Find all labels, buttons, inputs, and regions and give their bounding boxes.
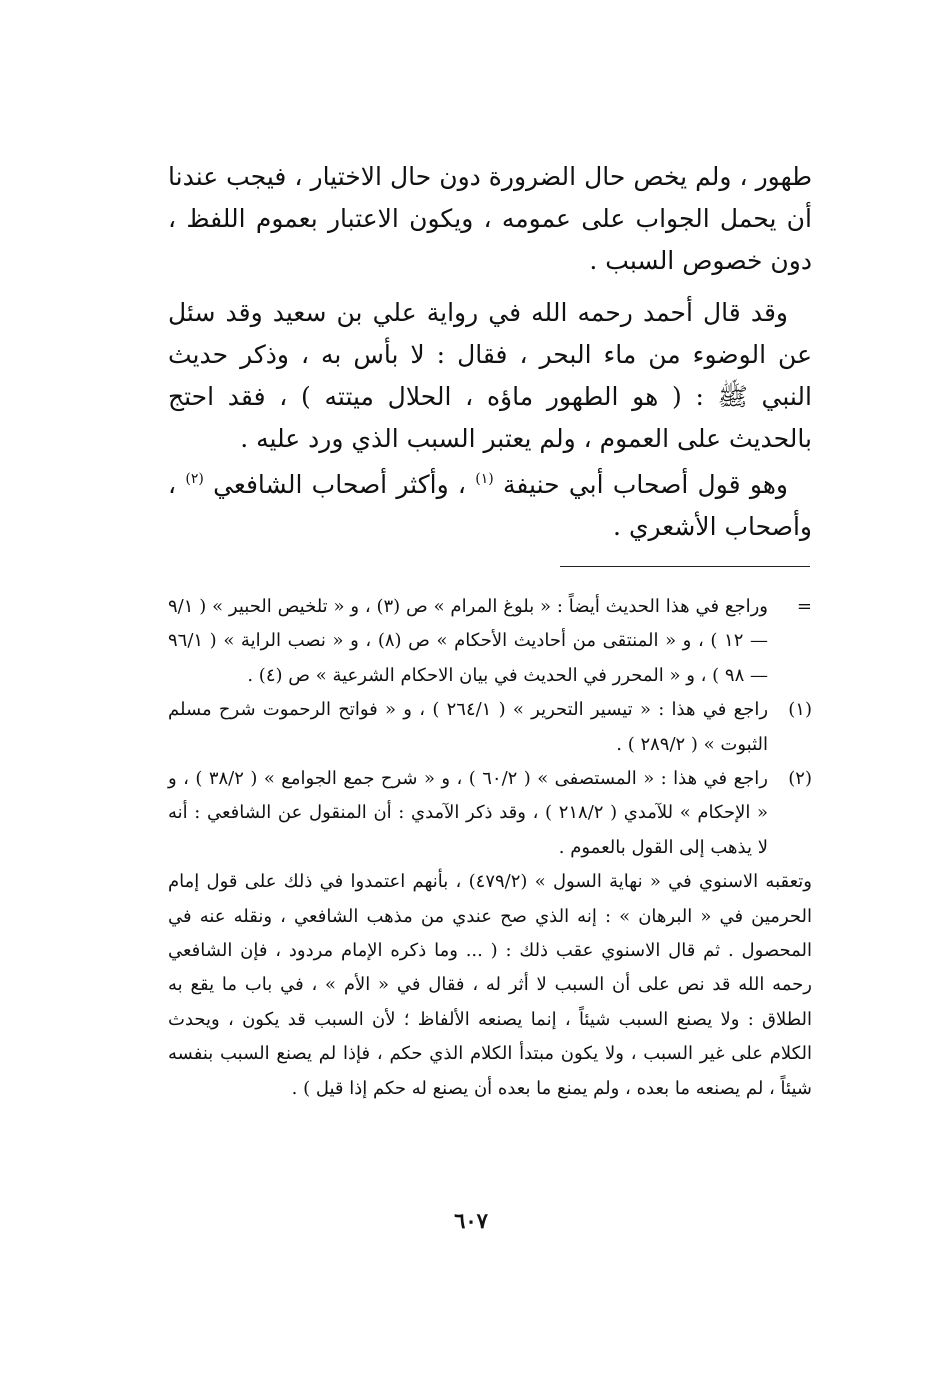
footnote-text: وراجع في هذا الحديث أيضاً : « بلوغ المرام » ص (٣) ، و « تلخيص الحبير » ( ٩/١ — ١٢ ) ، و « المنتقى من أحاديث الأحكام » ص (٨) ، و « نصب الراية » ( ٩٦/١ — ٩٨ ) ، و « المحرر في الحديث في بيان الاحكام الشرعية » ص (٤) . (168, 596, 768, 686)
main-paragraph-2-text: وقد قال أحمد رحمه الله في رواية علي بن سعيد وقد سئل عن الوضوء من ماء البحر ، فقال : لا بأس به ، وذكر حديث النبي ﷺ : ( هو الطهور ماؤه ، الحلال ميتته ) ، فقد احتج بالحديث على العموم ، ولم يعتبر السبب الذي ورد عليه . (168, 298, 812, 453)
main-paragraph-3-text-b: ، وأكثر أصحاب الشافعي (213, 470, 466, 499)
main-paragraph-2 (168, 292, 812, 460)
footnote-marker: = (796, 596, 812, 617)
main-paragraph-3-text-a: وهو قول أصحاب أبي حنيفة (502, 470, 789, 499)
footnote-text: راجع في هذا : « المستصفى » ( ٦٠/٢ ) ، و « شرح جمع الجوامع » ( ٣٨/٢ ) ، و « الإحكام » للآمدي ( ٢١٨/٢ ) ، وقد ذكر الآمدي : أن المنقول عن الشافعي : أنه لا يذهب إلى القول بالعموم . (168, 768, 769, 858)
footnote-2 (168, 762, 812, 865)
footnote-ref-1: (١) (475, 471, 494, 487)
footnote-marker: (١) (788, 699, 812, 721)
main-text (168, 156, 812, 548)
footnotes (168, 590, 812, 1106)
main-paragraph-3-text-c: ، وأصحاب الأشعري . (168, 470, 812, 541)
footnote-separator (560, 566, 810, 567)
main-paragraph-3 (168, 464, 812, 548)
footnote-1 (168, 693, 812, 762)
footnote-2-continuation: وتعقبه الاسنوي في « نهاية السول » (٤٧٩/٢) ، بأنهم اعتمدوا في ذلك على قول إمام الحرمين في « البرهان » : إنه الذي صح عندي من مذهب الشافعي ، ونقله عنه في المحصول . ثم قال الاسنوي عقب ذلك : ( ... وما ذكره الإمام مردود ، فإن الشافعي رحمه الله قد نص على أن السبب لا أثر له ، فقال في « الأم » ، في باب ما يقع به الطلاق : ولا يصنع السبب شيئاً ، إنما يصنعه الألفاظ ؛ لأن السبب قد يكون ، ويحدث الكلام على غير السبب ، ولا يكون مبتدأ الكلام الذي حكم ، فإذا لم يصنع السبب بنفسه شيئاً ، لم يصنعه ما بعده ، ولم يمنع ما بعده أن يصنع له حكم إذا قيل ) . (168, 871, 812, 1099)
footnote-marker: (٢) (788, 768, 812, 790)
footnote-continuation (168, 590, 812, 693)
main-paragraph-1: طهور ، ولم يخص حال الضرورة دون حال الاختيار ، فيجب عندنا أن يحمل الجواب على عمومه ، ويكون الاعتبار بعموم اللفظ ، دون خصوص السبب . (168, 162, 812, 275)
footnote-text: راجع في هذا : « تيسير التحرير » ( ٢٦٤/١ ) ، و « فواتح الرحموت شرح مسلم الثبوت » ( ٢٨٩/٢ ) . (168, 699, 769, 755)
page-number: ٦٠٧ (454, 1208, 488, 1233)
footnote-ref-2: (٢) (185, 471, 204, 487)
